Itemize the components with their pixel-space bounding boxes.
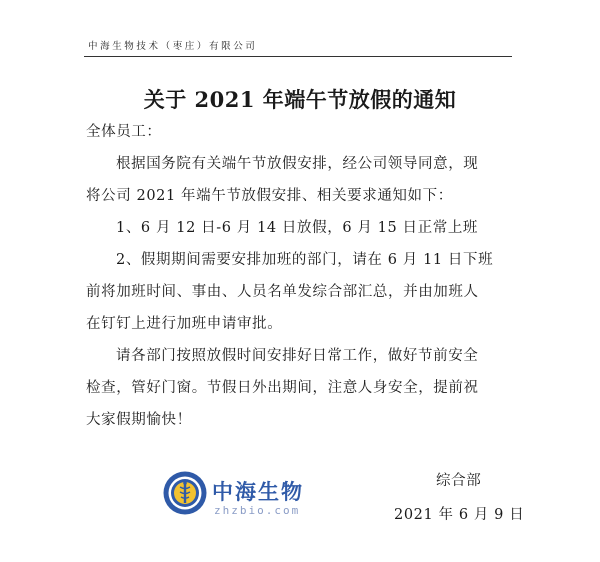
greeting: 全体员工：: [86, 124, 162, 140]
paragraph-4-line-2: 检查，管好门窗。节假日外出期间，注意人身安全，提前祝: [86, 380, 479, 396]
company-logo: [162, 470, 312, 526]
paragraph-2-line-1: 1、6 月 12 日-6 月 14 日放假，6 月 15 日正常上班: [116, 220, 479, 236]
caduceus-seal-icon: [162, 470, 208, 516]
paragraph-3-line-3: 在钉钉上进行加班申请审批。: [86, 316, 283, 332]
header-divider: [84, 56, 512, 57]
paragraph-4-line-3: 大家假期愉快！: [86, 412, 192, 428]
logo-url: zhzbio.com: [214, 504, 301, 517]
paragraph-3-line-1: 2、假期期间需要安排加班的部门，请在 6 月 11 日下班: [116, 252, 494, 268]
logo-name: 中海生物: [212, 480, 304, 504]
paragraph-1-line-2: 将公司 2021 年端午节放假安排、相关要求通知如下：: [86, 188, 453, 204]
paragraph-1-line-1: 根据国务院有关端午节放假安排，经公司领导同意，现: [116, 156, 479, 172]
signature-date: 2021 年 6 月 9 日: [394, 507, 525, 523]
signature-department: 综合部: [436, 473, 482, 489]
paragraph-3-line-2: 前将加班时间、事由、人员名单发综合部汇总，并由加班人: [86, 284, 479, 300]
notice-title: 关于 2021 年端午节放假的通知: [143, 87, 457, 112]
company-header: 中海生物技术（枣庄）有限公司: [88, 41, 258, 52]
paragraph-4-line-1: 请各部门按照放假时间安排好日常工作，做好节前安全: [116, 348, 479, 364]
